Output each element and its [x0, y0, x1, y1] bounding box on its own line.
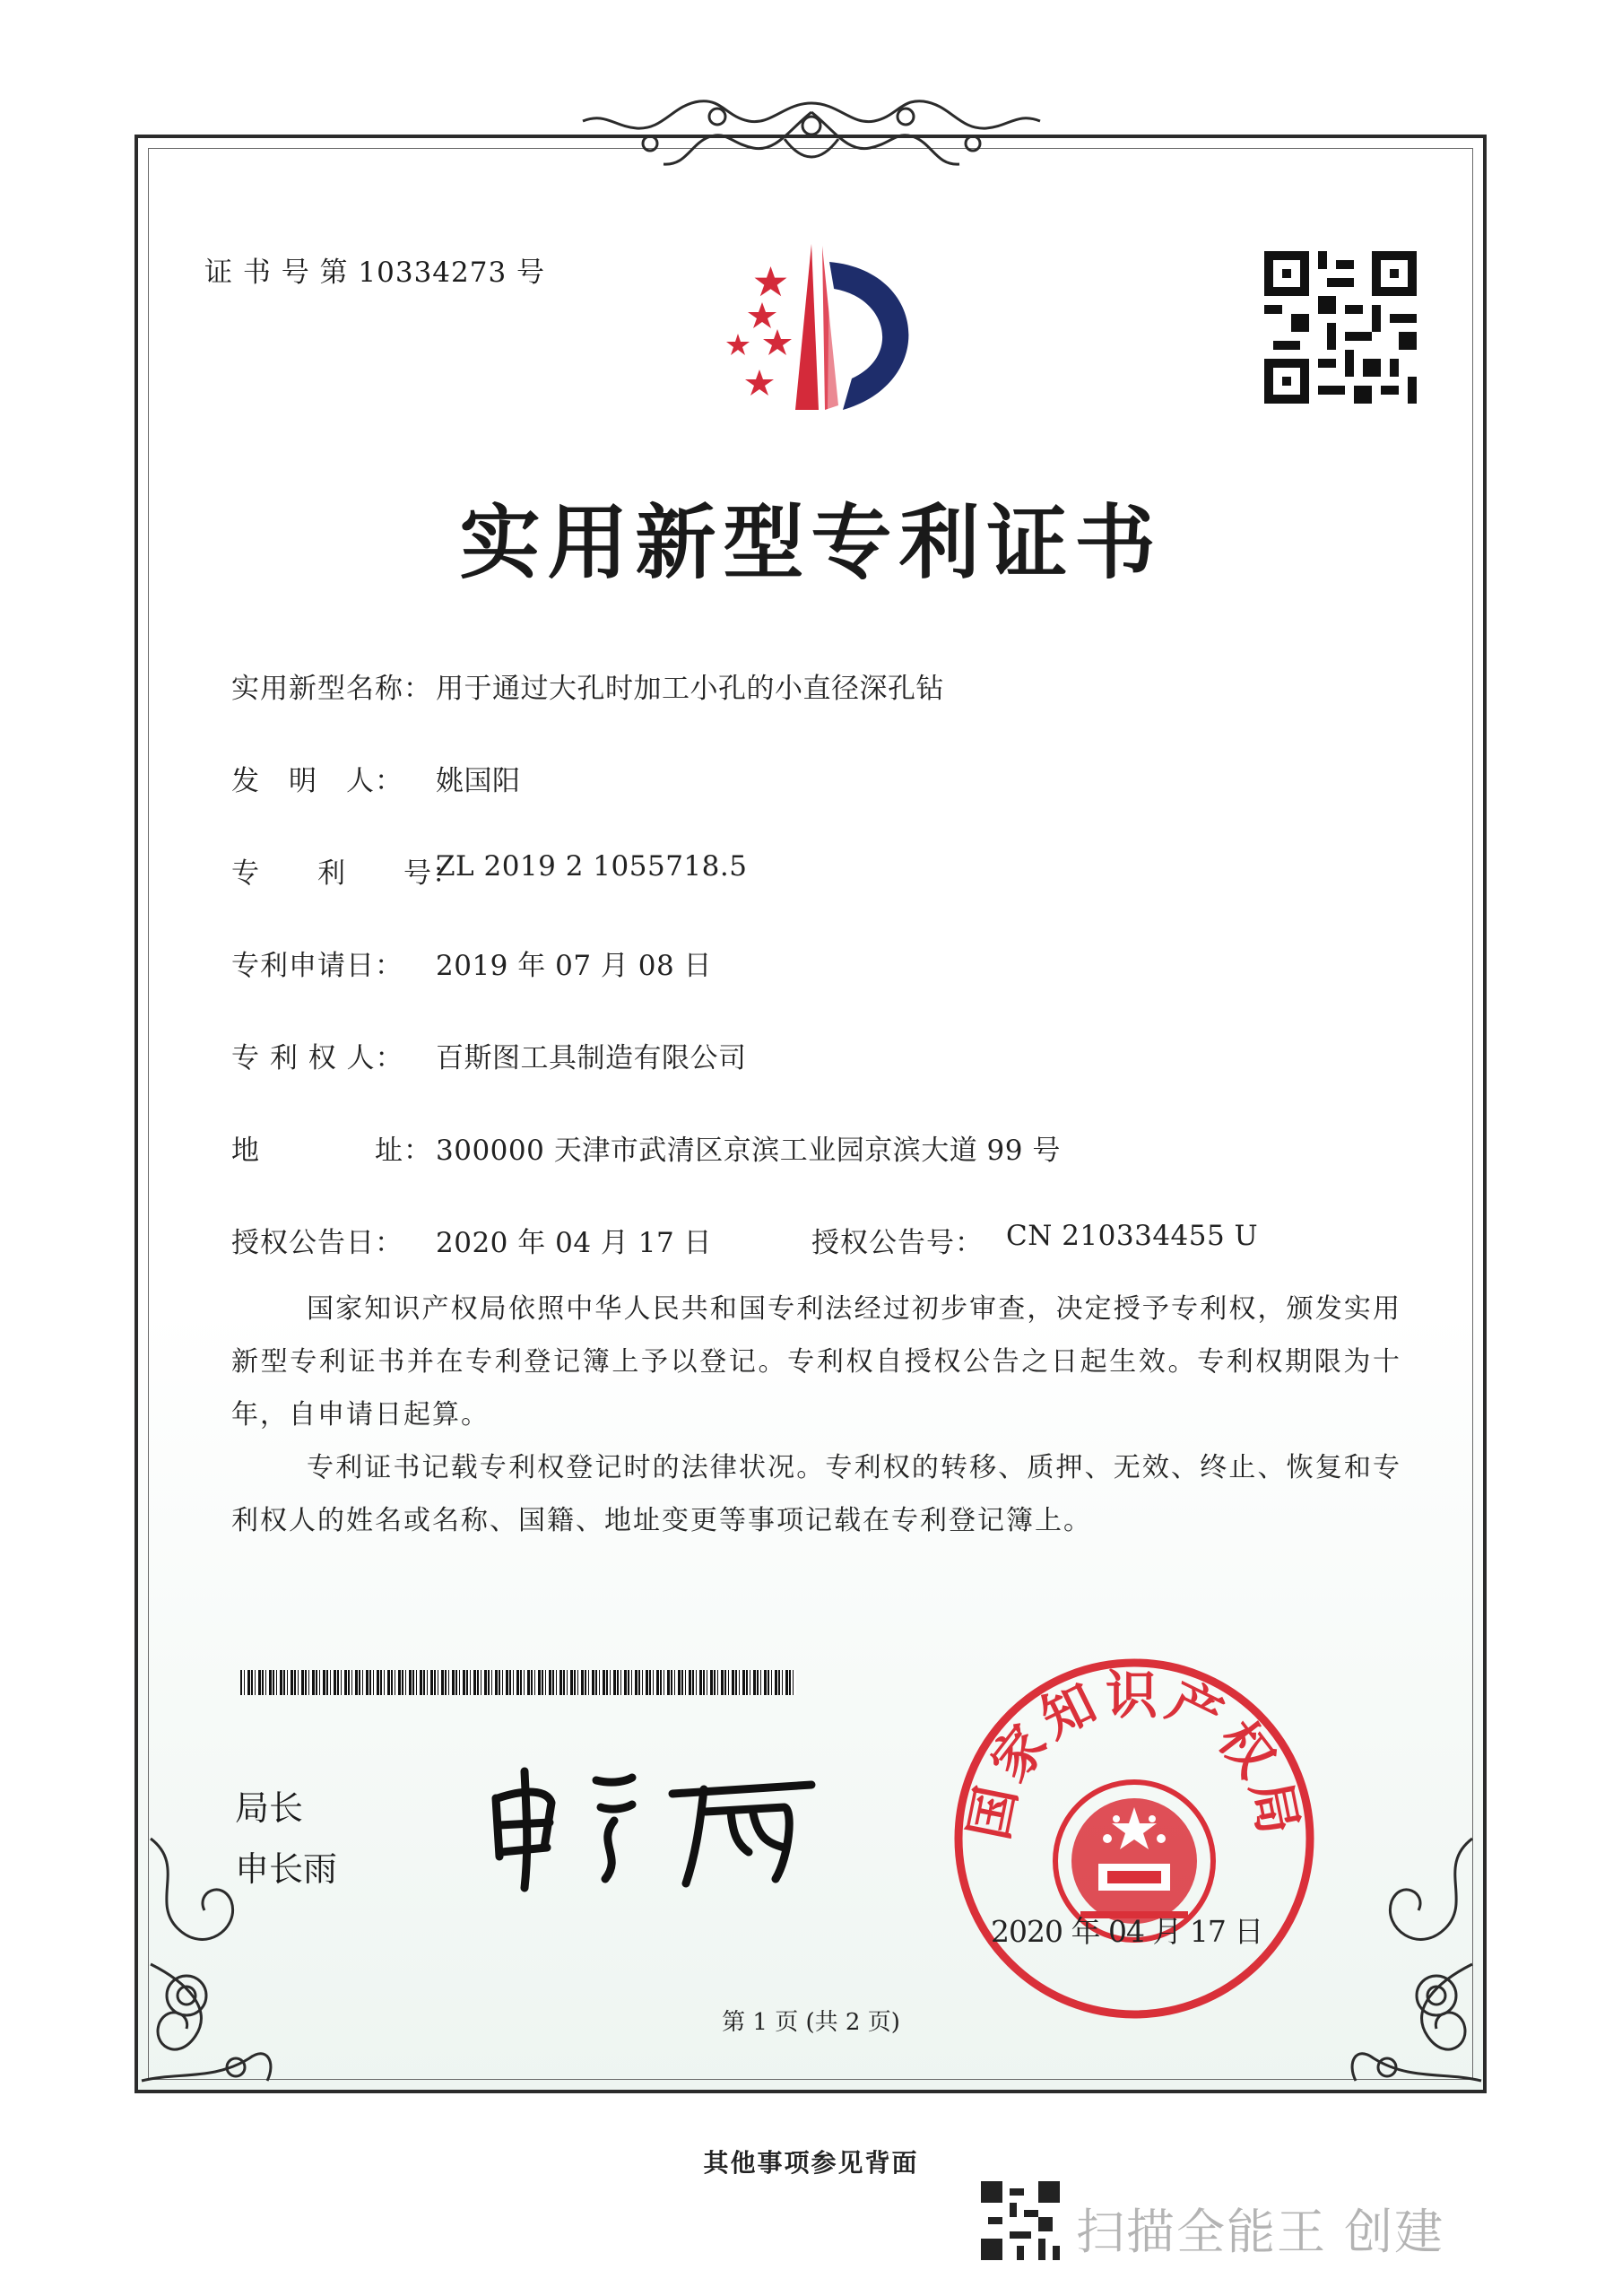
filing-date-label: 专利申请日：: [231, 950, 403, 982]
barcode: [240, 1670, 796, 1695]
director-signature: [480, 1758, 820, 1892]
bottom-right-ornament-icon: [1338, 1830, 1490, 2099]
patent-number-label: 专 利 号：: [231, 857, 461, 890]
footer-note: 其他事项参见背面: [703, 2148, 919, 2178]
page-indicator: 第 1 页 (共 2 页): [722, 2009, 900, 2036]
svg-text:国家知识产权局: 国家知识产权局: [958, 1665, 1311, 1845]
grant-date-label: 授权公告日：: [231, 1227, 403, 1259]
director-name: 申长雨: [235, 1849, 338, 1889]
certificate-title: 实用新型专利证书: [459, 495, 1163, 590]
grant-date-value: 2020 年 04 月 17 日: [436, 1227, 713, 1259]
inventor-label: 发 明 人：: [231, 765, 403, 797]
patent-office-logo-icon: [695, 235, 932, 423]
legal-paragraph-2: 专利证书记载专利权登记时的法律状况。专利权的转移、质押、无效、终止、恢复和专利权人的姓名或名称、国籍、地址变更等事项记载在专利登记簿上。: [231, 1452, 1401, 1536]
inventor-value: 姚国阳: [436, 765, 521, 797]
scanner-watermark: 扫描全能王 创建: [1076, 2204, 1445, 2260]
top-ornament-icon: [574, 85, 1049, 193]
utility-name-label: 实用新型名称：: [231, 673, 432, 705]
scanner-qr-icon: [981, 2181, 1060, 2260]
grant-number-value: CN 210334455 U: [1006, 1220, 1259, 1252]
patentee-value: 百斯图工具制造有限公司: [436, 1042, 747, 1074]
seal-date: 2020 年 04 月 17 日: [991, 1914, 1263, 1949]
legal-paragraph-1: 国家知识产权局依照中华人民共和国专利法经过初步审查，决定授予专利权，颁发实用新型专利证书并在专利登记簿上予以登记。专利权自授权公告之日起生效。专利权期限为十年，自申请日起算。: [231, 1293, 1401, 1431]
certificate-number: 证 书 号 第 10334273 号: [204, 257, 546, 289]
filing-date-value: 2019 年 07 月 08 日: [436, 950, 713, 982]
grant-number-label: 授权公告号：: [811, 1227, 984, 1259]
patent-number-value: ZL 2019 2 1055718.5: [436, 850, 748, 883]
address-value: 300000 天津市武清区京滨工业园京滨大道 99 号: [436, 1135, 1061, 1167]
qr-code-icon: [1264, 251, 1417, 404]
utility-name-value: 用于通过大孔时加工小孔的小直径深孔钻: [436, 673, 944, 705]
director-title: 局长: [235, 1788, 304, 1828]
address-label: 地 址：: [231, 1135, 432, 1167]
patentee-label: 专 利 权 人：: [231, 1042, 404, 1074]
official-seal: [946, 1650, 1323, 2027]
legal-text: [231, 1283, 1401, 1547]
